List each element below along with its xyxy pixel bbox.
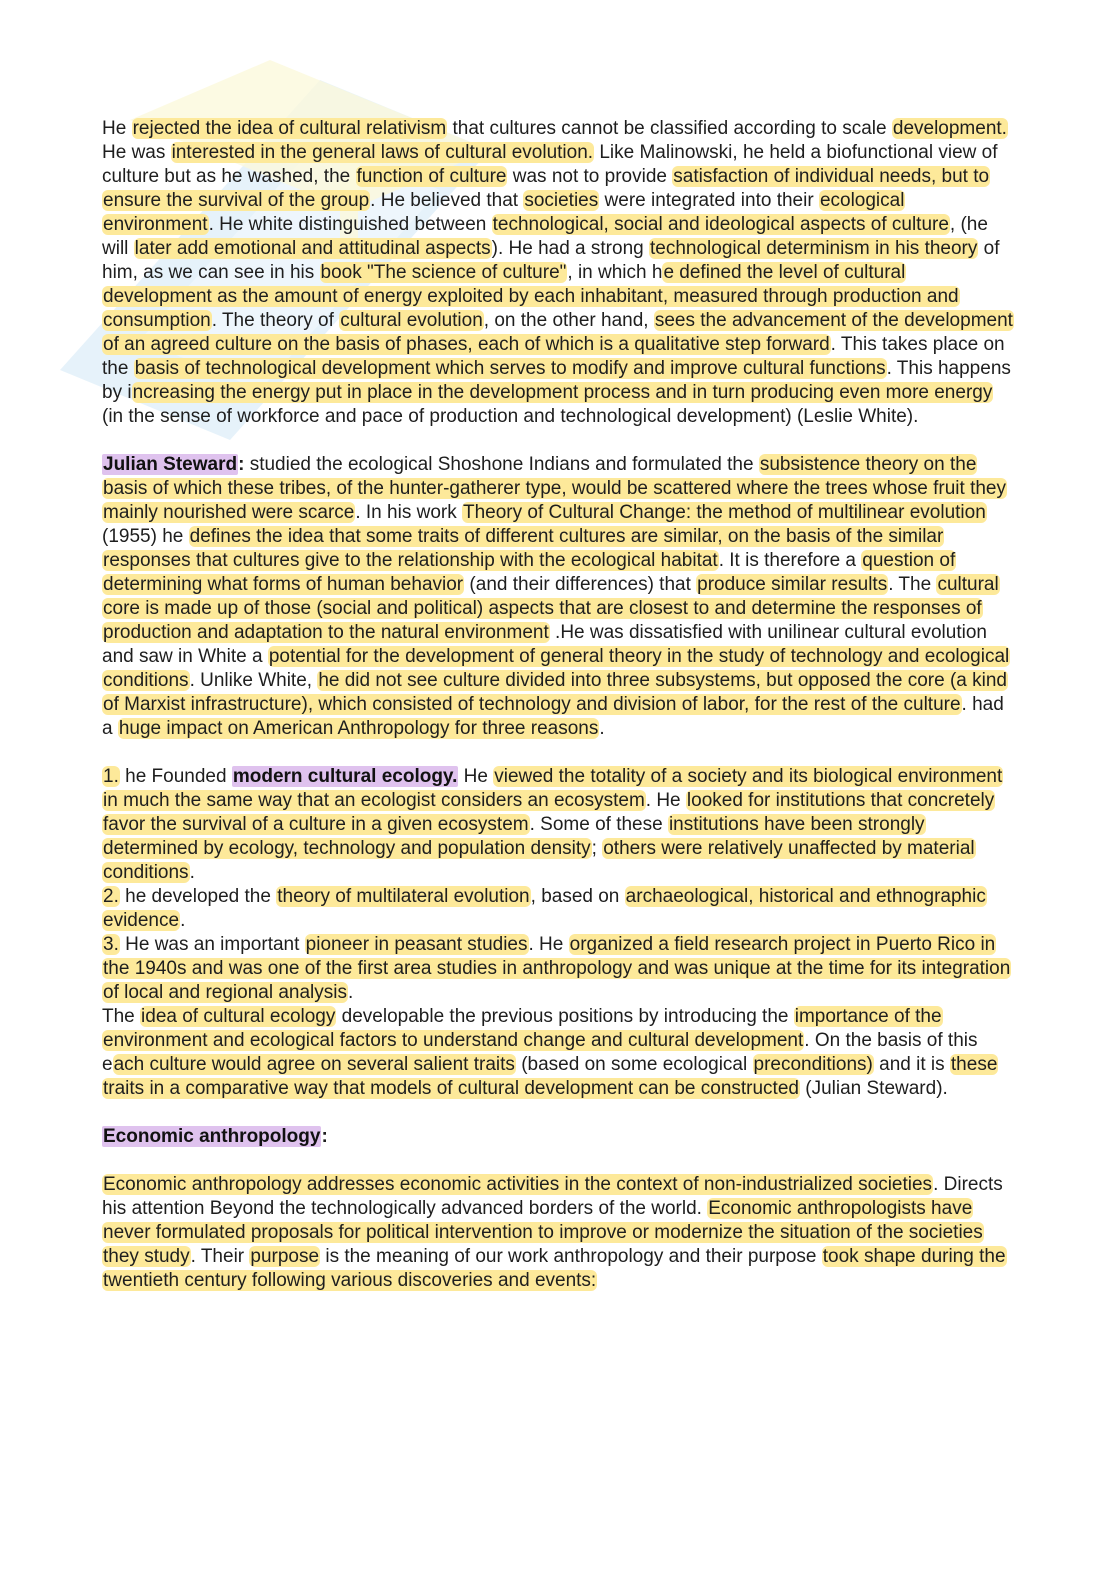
highlighted-text: rejected the idea of cultural relativism (132, 118, 447, 139)
text-span: . (348, 982, 354, 1003)
highlighted-text: societies (524, 190, 599, 211)
highlighted-text: defines the idea that some traits of different cultures are similar, on the basis of the similar responses that cultures give to the relationship with the ecological habitat (103, 526, 944, 571)
highlighted-text: later add emotional and attitudinal aspects (134, 238, 491, 259)
text-span: and it is (873, 1054, 950, 1075)
highlighted-text: huge impact on American Anthropology for three reasons (118, 718, 599, 739)
highlighted-text: ncreasing the energy put in place in the development process and in turn producing even more energy (132, 382, 993, 403)
text-span: of him, as we can see in his (102, 238, 1000, 283)
highlighted-text: function of culture (356, 166, 507, 187)
text-span: He was an important (119, 934, 305, 955)
highlighted-text: potential for the development of general theory in the study of technology and ecological conditions (103, 646, 1010, 691)
text-span: Like Malinowski, he held a biofunctional view of culture but as he washed, the (102, 142, 998, 187)
steward-text (102, 454, 1010, 739)
text-span: that cultures cannot be classified according to scale (447, 118, 892, 139)
highlighted-text: idea of cultural ecology (141, 1006, 336, 1027)
highlighted-text: archaeological, historical and ethnographic evidence (103, 886, 986, 931)
highlighted-text: theory of multilateral evolution (277, 886, 530, 907)
list-item-2 (102, 885, 1014, 933)
highlighted-text: basis of technological development which serves to modify and improve cultural functions (134, 358, 886, 379)
text-span: . The (888, 574, 937, 595)
text-span: ). He had a strong (491, 238, 649, 259)
text-span: were integrated into their (599, 190, 819, 211)
text-span: He (458, 766, 494, 787)
text-span: He was (102, 142, 171, 163)
highlighted-text: viewed the totality of a society and its biological environment in much the same way that an ecologist considers an ecosystem (103, 766, 1003, 811)
highlighted-text: ecological environment (103, 190, 905, 235)
highlighted-text: 3. (103, 934, 119, 955)
term-modern-cultural-ecology: modern cultural ecology. (232, 766, 458, 787)
text-span: , in which h (567, 262, 663, 283)
highlighted-text: Theory of Cultural Change: the method of multilinear evolution (463, 502, 986, 523)
highlighted-text: interested in the general laws of cultural evolution. (171, 142, 594, 163)
highlighted-text: 2. (103, 886, 119, 907)
highlighted-text: satisfaction of individual needs, but to ensure the survival of the group (103, 166, 990, 211)
text-span: . (180, 910, 186, 931)
list-item-1: 1. he Founded modern cultural ecology. He viewed the totality of a society and its biological environment in much the same way that an ecologist considers an ecosystem. He looked for institutions that concretely favor the survival of a culture in a given ecosystem. Some of these institutions have been strongly determined by ecology, technology and population density; others were relatively unaffected by material conditions. (103, 766, 1003, 883)
text-span: , (he will (102, 214, 988, 259)
paragraph-economic-anthropology (102, 1173, 1014, 1293)
text-span: (1955) he (102, 526, 189, 547)
text-span: (based on some ecological (515, 1054, 753, 1075)
highlighted-text: produce similar results (697, 574, 888, 595)
text-span: developable the previous positions by introducing the (336, 1006, 794, 1027)
paragraph-leslie-white (102, 117, 1014, 429)
text-span: . He white distinguished between (208, 214, 492, 235)
highlighted-text: Economic anthropology addresses economic activities in the context of non-industrialized societies (103, 1174, 933, 1195)
text-span: , based on (530, 886, 625, 907)
text-span: . Some of these (529, 814, 668, 835)
highlighted-text: these traits in a comparative way that models of cultural development can be constructed (103, 1054, 998, 1099)
list-item-3 (102, 933, 1014, 1005)
text-span: . It is therefore a (718, 550, 862, 571)
highlighted-text: book "The science of culture" (320, 262, 567, 283)
highlighted-text: importance of the environment and ecological factors to understand change and cultural development (103, 1006, 942, 1051)
highlighted-text: purpose (250, 1246, 320, 1267)
highlighted-text: ach culture would agree on several salient traits (113, 1054, 515, 1075)
text-span: . In his work (355, 502, 462, 523)
highlighted-text: others were relatively unaffected by material conditions (103, 838, 975, 883)
highlighted-text: sees the advancement of the development of an agreed culture on the basis of phases, each of which is a qualitative step forward (103, 310, 1013, 355)
highlighted-text: development. (892, 118, 1007, 139)
text-span: . This happens by i (102, 358, 1011, 403)
highlighted-text: subsistence theory on the basis of which these tribes, of the hunter-gatherer type, would be scattered where the trees whose fruit they mainly nourished were scarce (103, 454, 1006, 523)
highlighted-text: question of determining what forms of human behavior (103, 550, 956, 595)
highlighted-text: preconditions) (753, 1054, 873, 1075)
text-span: . This takes place on the (102, 334, 1005, 379)
paragraph-cultural-ecology (102, 1005, 1014, 1101)
text-span: . The theory of (211, 310, 340, 331)
text-span: was not to provide (507, 166, 673, 187)
text-span: (in the sense of workforce and pace of production and technological development) (Leslie White). (102, 406, 919, 427)
highlighted-text: Economic anthropologists have never formulated proposals for political intervention to improve or modernize the situation of the societies they study (103, 1198, 983, 1267)
text-span: . Directs his attention Beyond the technologically advanced borders of the world. (102, 1174, 1003, 1219)
heading-julian-steward: Julian Steward (103, 454, 238, 475)
highlighted-text: institutions have been strongly determined by ecology, technology and population density (103, 814, 925, 859)
highlighted-text: organized a field research project in Puerto Rico in the 1940s and was one of the first area studies in anthropology and was unique at the time for its integration of local and regional analysis (103, 934, 1011, 1003)
text-span: . Their (190, 1246, 250, 1267)
text-span: .He was dissatisfied with unilinear cultural evolution and saw in White a (102, 622, 987, 667)
text-span: . (189, 862, 195, 883)
text-span: . (599, 718, 605, 739)
text-span: . He (645, 790, 686, 811)
text-span: , on the other hand, (483, 310, 654, 331)
highlighted-text: looked for institutions that concretely favor the survival of a culture in a given ecosystem (103, 790, 995, 835)
highlighted-text: cultural evolution (340, 310, 483, 331)
text-span: . had a (102, 694, 1004, 739)
text-span: ; (591, 838, 603, 859)
text-span: The (102, 1006, 141, 1027)
text-span: is the meaning of our work anthropology and their purpose (320, 1246, 822, 1267)
heading-economic-anthropology-line: Economic anthropology: (103, 1126, 328, 1147)
highlighted-text: cultural core is made up of those (social and political) aspects that are closest to and determine the responses of production and adaptation to the natural environment (103, 574, 999, 643)
text-span: . On the basis of this e (102, 1030, 978, 1075)
text-span: . He (528, 934, 569, 955)
highlighted-text: pioneer in peasant studies (305, 934, 528, 955)
text-span: (and their differences) that (464, 574, 697, 595)
text-span: (Julian Steward). (799, 1078, 948, 1099)
paragraph-julian-steward: Julian Steward: studied the ecological Shoshone Indians and formulated the subsistence theory on the basis of which these tribes, of the hunter-gatherer type, would be scattered where the trees whose fruit they mainly nourished were scarce. In his work Theory of Cultural Change: the method of multilinear evolution (1955) he defines the idea that some traits of different cultures are similar, on the basis of the similar responses that cultures give to the relationship with the ecological habitat. It is therefore a question of determining what forms of human behavior (and their differences) that produce similar results. The cultural core is made up of those (social and political) aspects that are closest to and determine the responses of production and adaptation to the natural environment .He was dissatisfied with unilinear cultural evolution and saw in White a potential for the development of general theory in the study of technology and ecological conditions. Unlike White, he did not see culture divided into three subsystems, but opposed the core (a kind of Marxist infrastructure), which consisted of technology and division of labor, for the rest of the culture. had a huge impact on American Anthropology for three reasons. (102, 454, 1010, 739)
heading-economic-anthropology: Economic anthropology (103, 1126, 321, 1147)
highlighted-text: he did not see culture divided into three subsystems, but opposed the core (a kind of Marxist infrastructure), which consisted of technology and division of labor, for the rest of the culture (103, 670, 1007, 715)
document-page (102, 117, 1014, 1293)
highlighted-text: technological determinism in his theory (650, 238, 978, 259)
highlighted-text: took shape during the twentieth century following various discoveries and events: (103, 1246, 1006, 1291)
text-span: He (102, 118, 132, 139)
text-span: . Unlike White, (189, 670, 318, 691)
highlighted-text: technological, social and ideological aspects of culture (492, 214, 949, 235)
text-span: studied the ecological Shoshone Indians and formulated the (244, 454, 759, 475)
text-span: . He believed that (370, 190, 524, 211)
text-span: he developed the (119, 886, 277, 907)
highlighted-text: e defined the level of cultural development as the amount of energy exploited by each inhabitant, measured through production and consumption (103, 262, 959, 331)
